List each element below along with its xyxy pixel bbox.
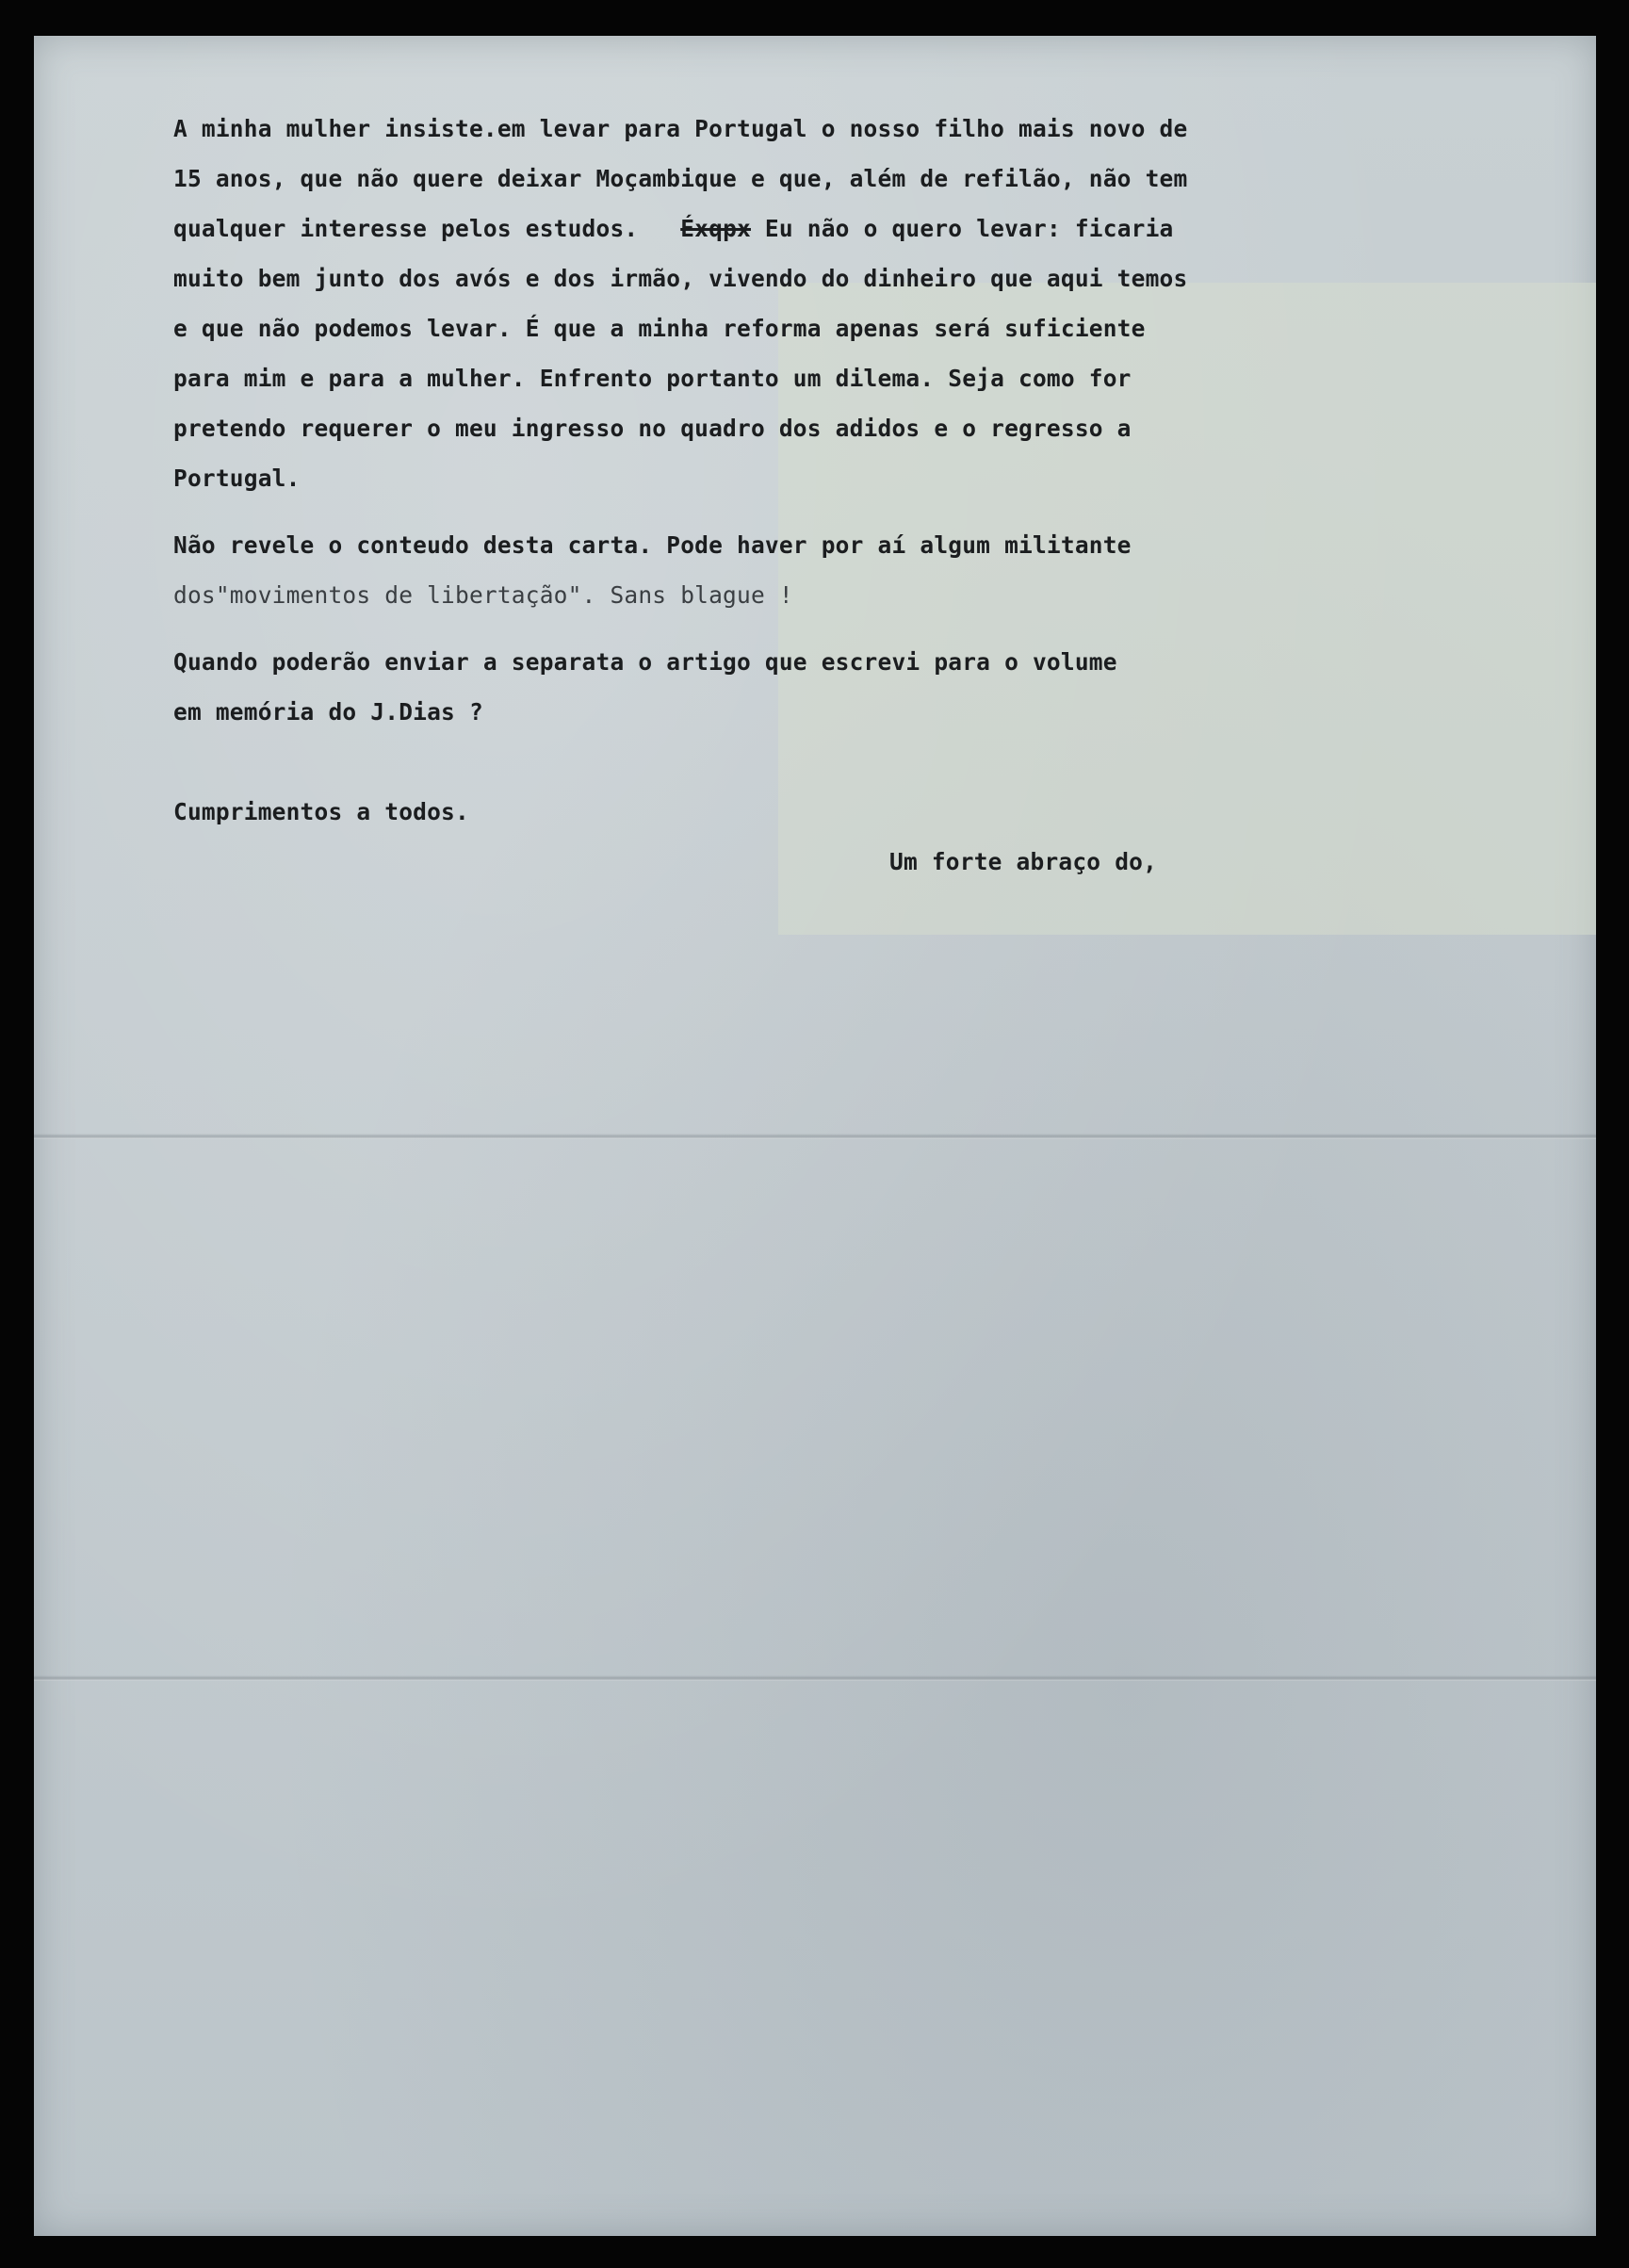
text-line: para mim e para a mulher. Enfrento portanto um dilema. Seja como for <box>173 365 1132 392</box>
text-line: 15 anos, que não quere deixar Moçambique e que, além de refilão, não tem <box>173 165 1188 192</box>
text-line: Não revele o conteudo desta carta. Pode haver por aí algum militante <box>173 531 1132 559</box>
greeting-line: Cumprimentos a todos. <box>173 798 469 825</box>
spacer <box>173 503 1342 520</box>
paragraph-1 <box>173 104 1342 503</box>
text-line: dos"movimentos de libertação". Sans blague ! <box>173 581 793 609</box>
text-line: Quando poderão enviar a separata o artigo que escrevi para o volume <box>173 648 1117 676</box>
struck-out-text: Éxqpx <box>680 215 751 242</box>
text-line: A minha mulher insiste.em levar para Portugal o nosso filho mais novo de <box>173 115 1188 142</box>
text-line: muito bem junto dos avós e dos irmão, vivendo do dinheiro que aqui temos <box>173 265 1188 292</box>
text-line: Portugal. <box>173 465 301 492</box>
text-line: em memória do J.Dias ? <box>173 698 483 726</box>
letter-body <box>173 104 1342 887</box>
document-page <box>34 36 1596 2236</box>
closing-line: Um forte abraço do, <box>889 848 1158 875</box>
paper-fold-line <box>34 1134 1596 1139</box>
spacer <box>173 620 1342 637</box>
text-line: e que não podemos levar. É que a minha reforma apenas será suficiente <box>173 315 1146 342</box>
spacer <box>173 737 1342 787</box>
text-line: pretendo requerer o meu ingresso no quadro dos adidos e o regresso a <box>173 415 1132 442</box>
paper-fold-line <box>34 1675 1596 1681</box>
text-segment: Eu não o quero levar: ficaria <box>750 215 1174 242</box>
text-segment: qualquer interesse pelos estudos. <box>173 215 639 242</box>
paragraph-3 <box>173 637 1342 737</box>
paragraph-2 <box>173 520 1342 620</box>
text-line <box>173 204 1342 253</box>
